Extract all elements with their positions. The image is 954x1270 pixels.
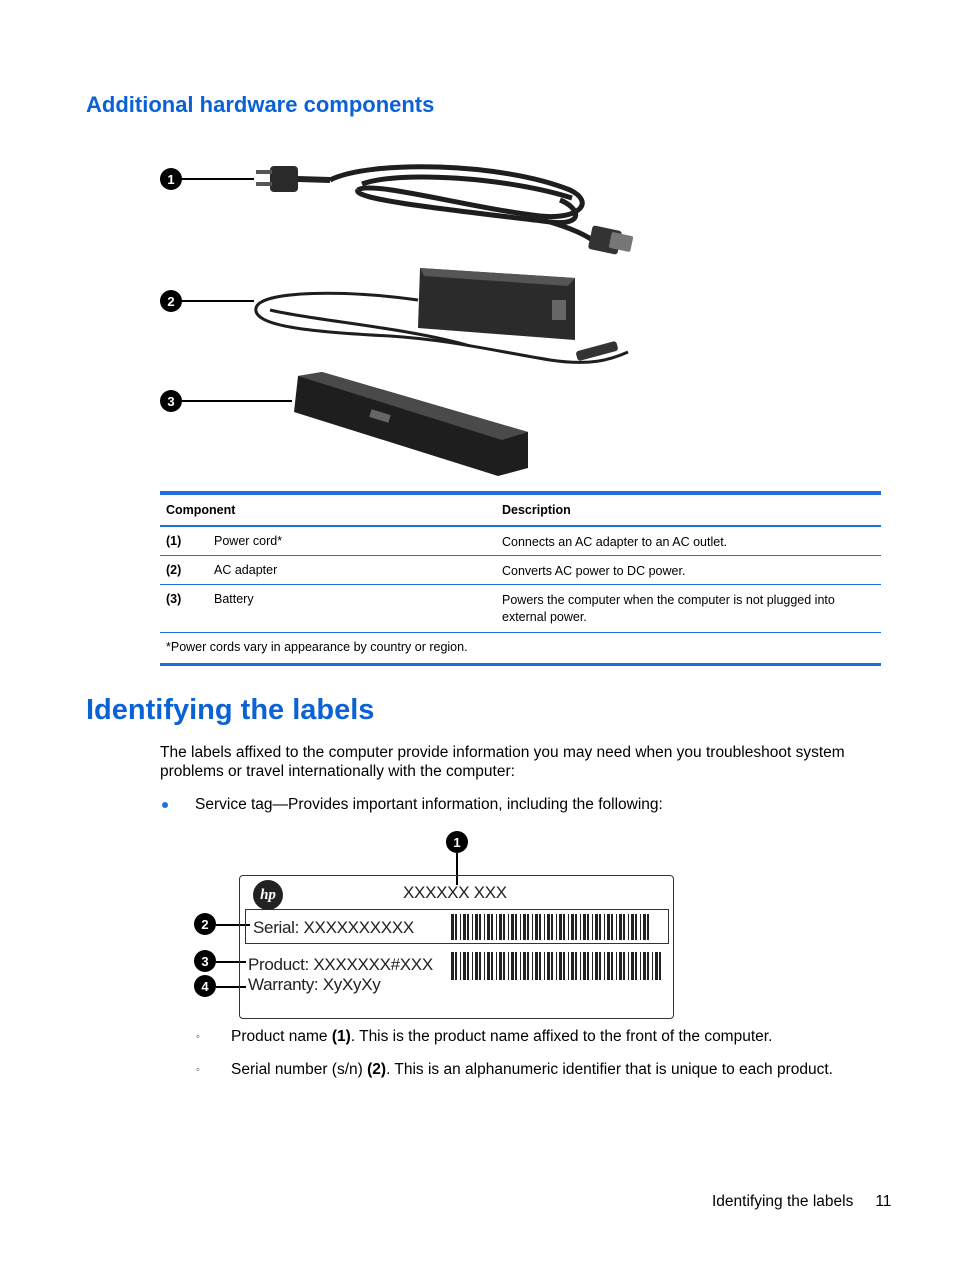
header-component: Component bbox=[166, 503, 236, 517]
sub-marker-icon: ◦ bbox=[196, 1031, 200, 1043]
row-number: (3) bbox=[166, 592, 182, 606]
callout-3-badge: 3 bbox=[194, 950, 216, 972]
callout-1-badge: 1 bbox=[160, 168, 182, 190]
serial-text: Serial: XXXXXXXXXX bbox=[253, 918, 414, 937]
row-description: Converts AC power to DC power. bbox=[502, 564, 686, 578]
sub-item-text: Serial number (s/n) (2). This is an alphanumeric identifier that is unique to each product. bbox=[231, 1061, 833, 1078]
table-footnote: *Power cords vary in appearance by country or region. bbox=[166, 640, 468, 654]
row-description: Connects an AC adapter to an AC outlet. bbox=[502, 535, 728, 549]
callout-3-badge: 3 bbox=[160, 390, 182, 412]
callout-2-badge: 2 bbox=[194, 913, 216, 935]
warranty-text: Warranty: XyXyXy bbox=[248, 975, 381, 994]
bullet-text: Service tag—Provides important information, including the following: bbox=[195, 796, 663, 813]
sub-item-product-name bbox=[196, 1028, 772, 1046]
sub-item-serial-number bbox=[196, 1061, 833, 1079]
callout-4-badge: 4 bbox=[194, 975, 216, 997]
hp-logo: hp bbox=[253, 880, 283, 910]
row-component: Power cord* bbox=[214, 534, 283, 548]
sub-item-text: Product name (1). This is the product name affixed to the front of the computer. bbox=[231, 1028, 773, 1045]
product-text: Product: XXXXXXX#XXX bbox=[248, 955, 433, 974]
row-number: (1) bbox=[166, 534, 182, 548]
section-heading: Additional hardware components bbox=[86, 92, 435, 117]
row-component: Battery bbox=[214, 592, 254, 606]
page-footer bbox=[712, 1193, 891, 1211]
footer-title: Identifying the labels bbox=[712, 1193, 854, 1210]
header-description: Description bbox=[502, 502, 571, 517]
row-component: AC adapter bbox=[214, 563, 278, 577]
page-number: 11 bbox=[875, 1193, 892, 1210]
sub-marker-icon: ◦ bbox=[196, 1064, 200, 1076]
chapter-heading: Identifying the labels bbox=[86, 694, 375, 726]
intro-paragraph: The labels affixed to the computer provide information you may need when you troubleshoot system problems or travel internationally with the computer: bbox=[160, 744, 845, 780]
product-code-text: XXXXXX XXX bbox=[403, 883, 507, 902]
row-number: (2) bbox=[166, 563, 182, 577]
callout-2-badge: 2 bbox=[160, 290, 182, 312]
row-description: Powers the computer when the computer is not plugged into external power. bbox=[502, 593, 835, 624]
callout-1-badge: 1 bbox=[446, 831, 468, 853]
